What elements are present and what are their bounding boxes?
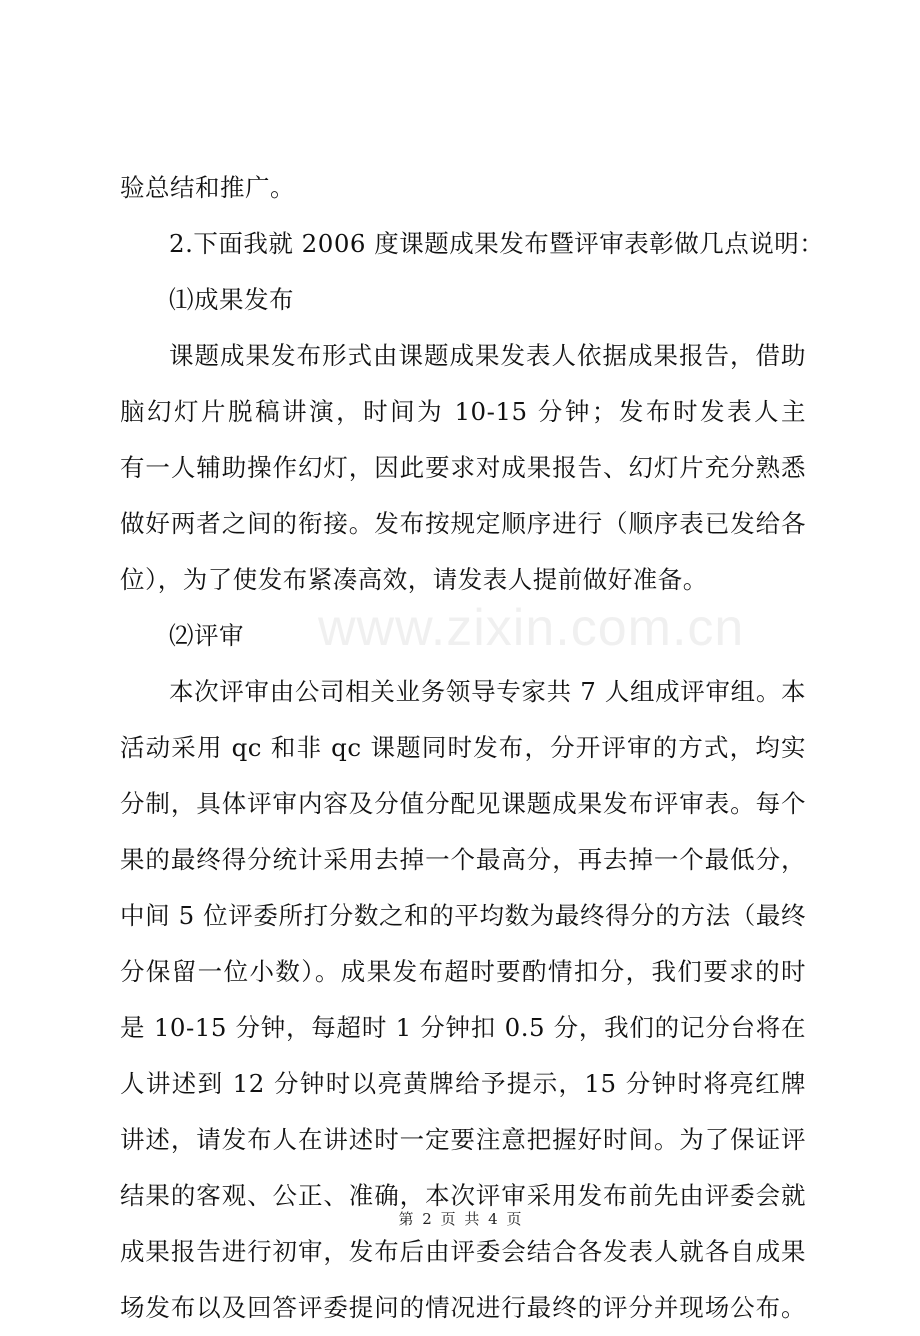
paragraph-line: 做好两者之间的衔接。发布按规定顺序进行（顺序表已发给各	[120, 509, 806, 538]
watermark: www.zixin.com.cn	[318, 599, 745, 657]
paragraph-line: 分保留一位小数）。成果发布超时要酌情扣分，我们要求的时	[120, 957, 806, 986]
section-heading: ⑵评审	[169, 621, 244, 650]
paragraph-line: 本次评审由公司相关业务领导专家共 7 人组成评审组。本	[169, 677, 806, 706]
paragraph-line: 场发布以及回答评委提问的情况进行最终的评分并现场公布。	[120, 1293, 806, 1322]
paragraph-line: 2.下面我就 2006 度课题成果发布暨评审表彰做几点说明：	[169, 229, 825, 258]
paragraph-line: 果的最终得分统计采用去掉一个最高分，再去掉一个最低分，	[120, 845, 806, 874]
paragraph-line: 成果报告进行初审，发布后由评委会结合各发表人就各自成果	[120, 1237, 806, 1266]
paragraph-line: 分制，具体评审内容及分值分配见课题成果发布评审表。每个	[120, 789, 806, 818]
paragraph-line: 是 10-15 分钟，每超时 1 分钟扣 0.5 分，我们的记分台将在	[120, 1013, 806, 1042]
paragraph-line: 中间 5 位评委所打分数之和的平均数为最终得分的方法（最终	[120, 901, 806, 930]
document-body	[120, 160, 825, 1336]
paragraph-line: 活动采用 qc 和非 qc 课题同时发布，分开评审的方式，均实	[120, 733, 806, 762]
paragraph-line: 讲述，请发布人在讲述时一定要注意把握好时间。为了保证评	[120, 1125, 806, 1154]
paragraph-line: 课题成果发布形式由课题成果发表人依据成果报告，借助	[169, 341, 806, 370]
paragraph-line: 结果的客观、公正、准确，本次评审采用发布前先由评委会就	[120, 1181, 806, 1210]
paragraph-line: 有一人辅助操作幻灯，因此要求对成果报告、幻灯片充分熟悉	[120, 453, 806, 482]
page-number: 第 2 页 共 4 页	[398, 1210, 522, 1228]
section-heading: ⑴成果发布	[169, 285, 294, 314]
paragraph-line: 人讲述到 12 分钟时以亮黄牌给予提示，15 分钟时将亮红牌	[120, 1069, 806, 1098]
paragraph-line: 位），为了使发布紧凑高效，请发表人提前做好准备。	[120, 565, 708, 594]
paragraph-line: 验总结和推广。	[120, 173, 295, 202]
paragraph-line: 脑幻灯片脱稿讲演，时间为 10-15 分钟；发布时发表人主	[120, 397, 806, 426]
